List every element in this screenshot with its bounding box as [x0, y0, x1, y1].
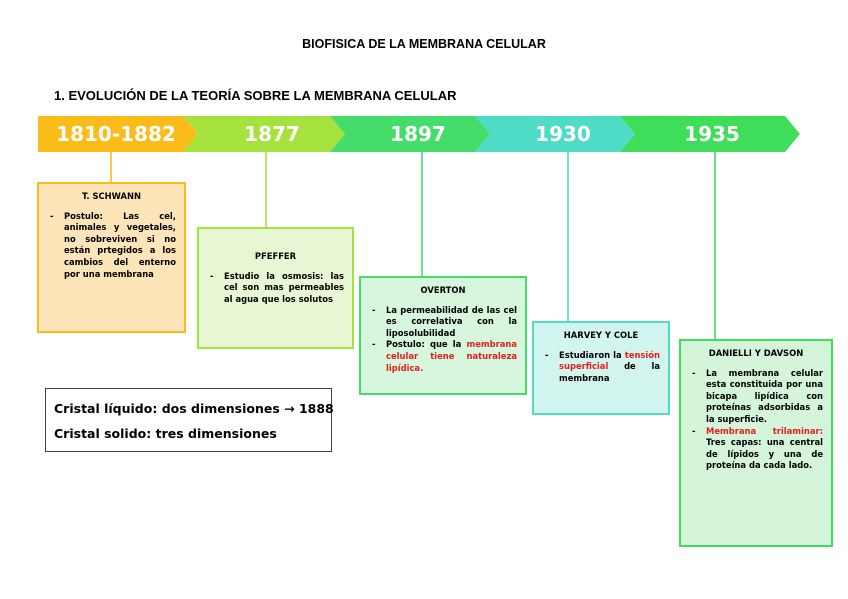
page-title: BIOFISICA DE LA MEMBRANA CELULAR [302, 37, 546, 51]
highlight-text: tensión superficial [559, 349, 660, 372]
pfeffer-box [197, 227, 354, 349]
crystal-note-box [45, 388, 332, 452]
box-title: T. SCHWANN [81, 191, 142, 201]
box-item: - La membrana celular esta constituida por una bicapa lipídica con proteínas adsorbidas a la superficie. [689, 368, 823, 426]
year-label-4: 1930 [535, 122, 591, 146]
box-item [689, 426, 823, 472]
box-item-text: Tres capas: una central de lípidos y una de proteína da cada lado. [706, 437, 823, 471]
box-item: - La permeabilidad de las cel es correlativa con la liposolubilidad [369, 305, 517, 340]
year-label-3: 1897 [390, 122, 446, 146]
box-item-text: Estudiaron la [559, 349, 625, 360]
box-title: DANIELLI Y DAVSON [708, 348, 804, 358]
box-item: - Estudio la osmosis: las cel son mas permeables al agua que los solutos [207, 271, 344, 306]
year-label-1: 1810-1882 [56, 122, 176, 146]
box-item-text: de la membrana [559, 361, 660, 383]
highlight-text: Membrana trilaminar: [706, 425, 823, 436]
crystal-line-liquid: Cristal líquido: dos dimensiones → 1888 [54, 401, 334, 416]
highlight-text: membrana celular tiene naturaleza lipídica. [386, 339, 517, 373]
section-heading: 1. EVOLUCIÓN DE LA TEORÍA SOBRE LA MEMBRANA CELULAR [54, 88, 457, 103]
box-title: OVERTON [420, 285, 466, 295]
box-item-text: Postulo: que la [386, 339, 467, 350]
year-label-5: 1935 [684, 122, 740, 146]
danielli-davson-box [679, 339, 833, 547]
crystal-line-solid: Cristal solido: tres dimensiones [54, 426, 277, 441]
box-item: - Postulo: Las cel, animales y vegetales, no sobreviven si no están prtegidos a los cambios del enterno por una membrana [47, 211, 176, 281]
harvey-cole-box [532, 321, 670, 415]
box-title: PFEFFER [254, 251, 297, 261]
box-item [369, 339, 517, 374]
year-label-2: 1877 [244, 122, 300, 146]
box-title: HARVEY Y COLE [563, 330, 639, 340]
schwann-box [37, 182, 186, 333]
overton-box [359, 276, 527, 395]
box-item [542, 350, 660, 385]
